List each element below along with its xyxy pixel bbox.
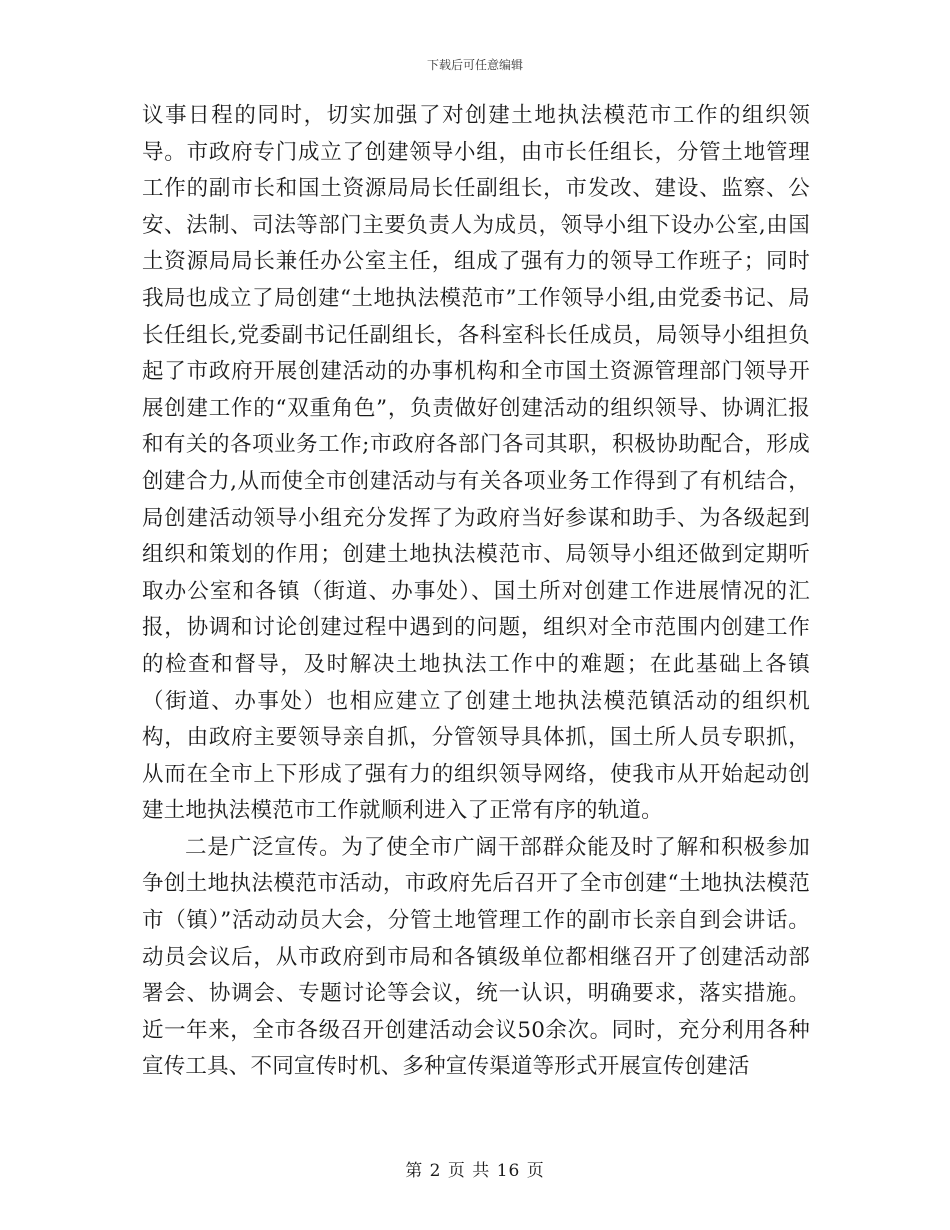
paragraph-publicity: 二是广泛宣传。为了使全市广阔干部群众能及时了解和积极参加争创土地执法模范市活动，市政府先后召开了全市创建“土地执法模范市（镇）”活动动员大会，分管土地管理工作的副市长亲自到会讲话。动员会议后，从市政府到市局和各镇级单位都相继召开了创建活动部署会、协调会、专题讨论等会议，统一认识，明确要求，落实措施。近一年来，全市各级召开创建活动会议50余次。同时，充分利用各种宣传工具、不同宣传时机、多种宣传渠道等形式开展宣传创建活 [142,834,810,1080]
page-number: 第 2 页 共 16 页 [405,1161,545,1181]
paragraph-organization: 议事日程的同时，切实加强了对创建土地执法模范市工作的组织领导。市政府专门成立了创建领导小组，由市长任组长，分管土地管理工作的副市长和国土资源局局长任副组长，市发改、建设、监察、公安、法制、司法等部门主要负责人为成员，领导小组下设办公室,由国土资源局局长兼任办公室主任，组成了强有力的领导工作班子；同时我局也成立了局创建“土地执法模范市”工作领导小组,由党委书记、局长任组长,党委副书记任副组长，各科室科长任成员，局领导小组担负起了市政府开展创建活动的办事机构和全市国土资源管理部门领导开展创建工作的“双重角色”，负责做好创建活动的组织领导、协调汇报和有关的各项业务工作;市政府各部门各司其职，积极协助配合，形成创建合力,从而使全市创建活动与有关各项业务工作得到了有机结合，局创建活动领导小组充分发挥了为政府当好参谋和助手、为各级起到组织和策划的作用；创建土地执法模范市、局领导小组还做到定期听取办公室和各镇（街道、办事处）、国土所对创建工作进展情况的汇报，协调和讨论创建过程中遇到的问题，组织对全市范围内创建工作的检查和督导，及时解决土地执法工作中的难题；在此基础上各镇（街道、办事处）也相应建立了创建土地执法模范镇活动的组织机构，由政府主要领导亲自抓，分管领导具体抓，国土所人员专职抓，从而在全市上下形成了强有力的组织领导网络，使我市从开始起动创建土地执法模范市工作就顺利进入了正常有序的轨道。 [142,103,810,824]
page-header-note: 下载后可任意编辑 [426,58,523,72]
document-body [142,98,810,1086]
